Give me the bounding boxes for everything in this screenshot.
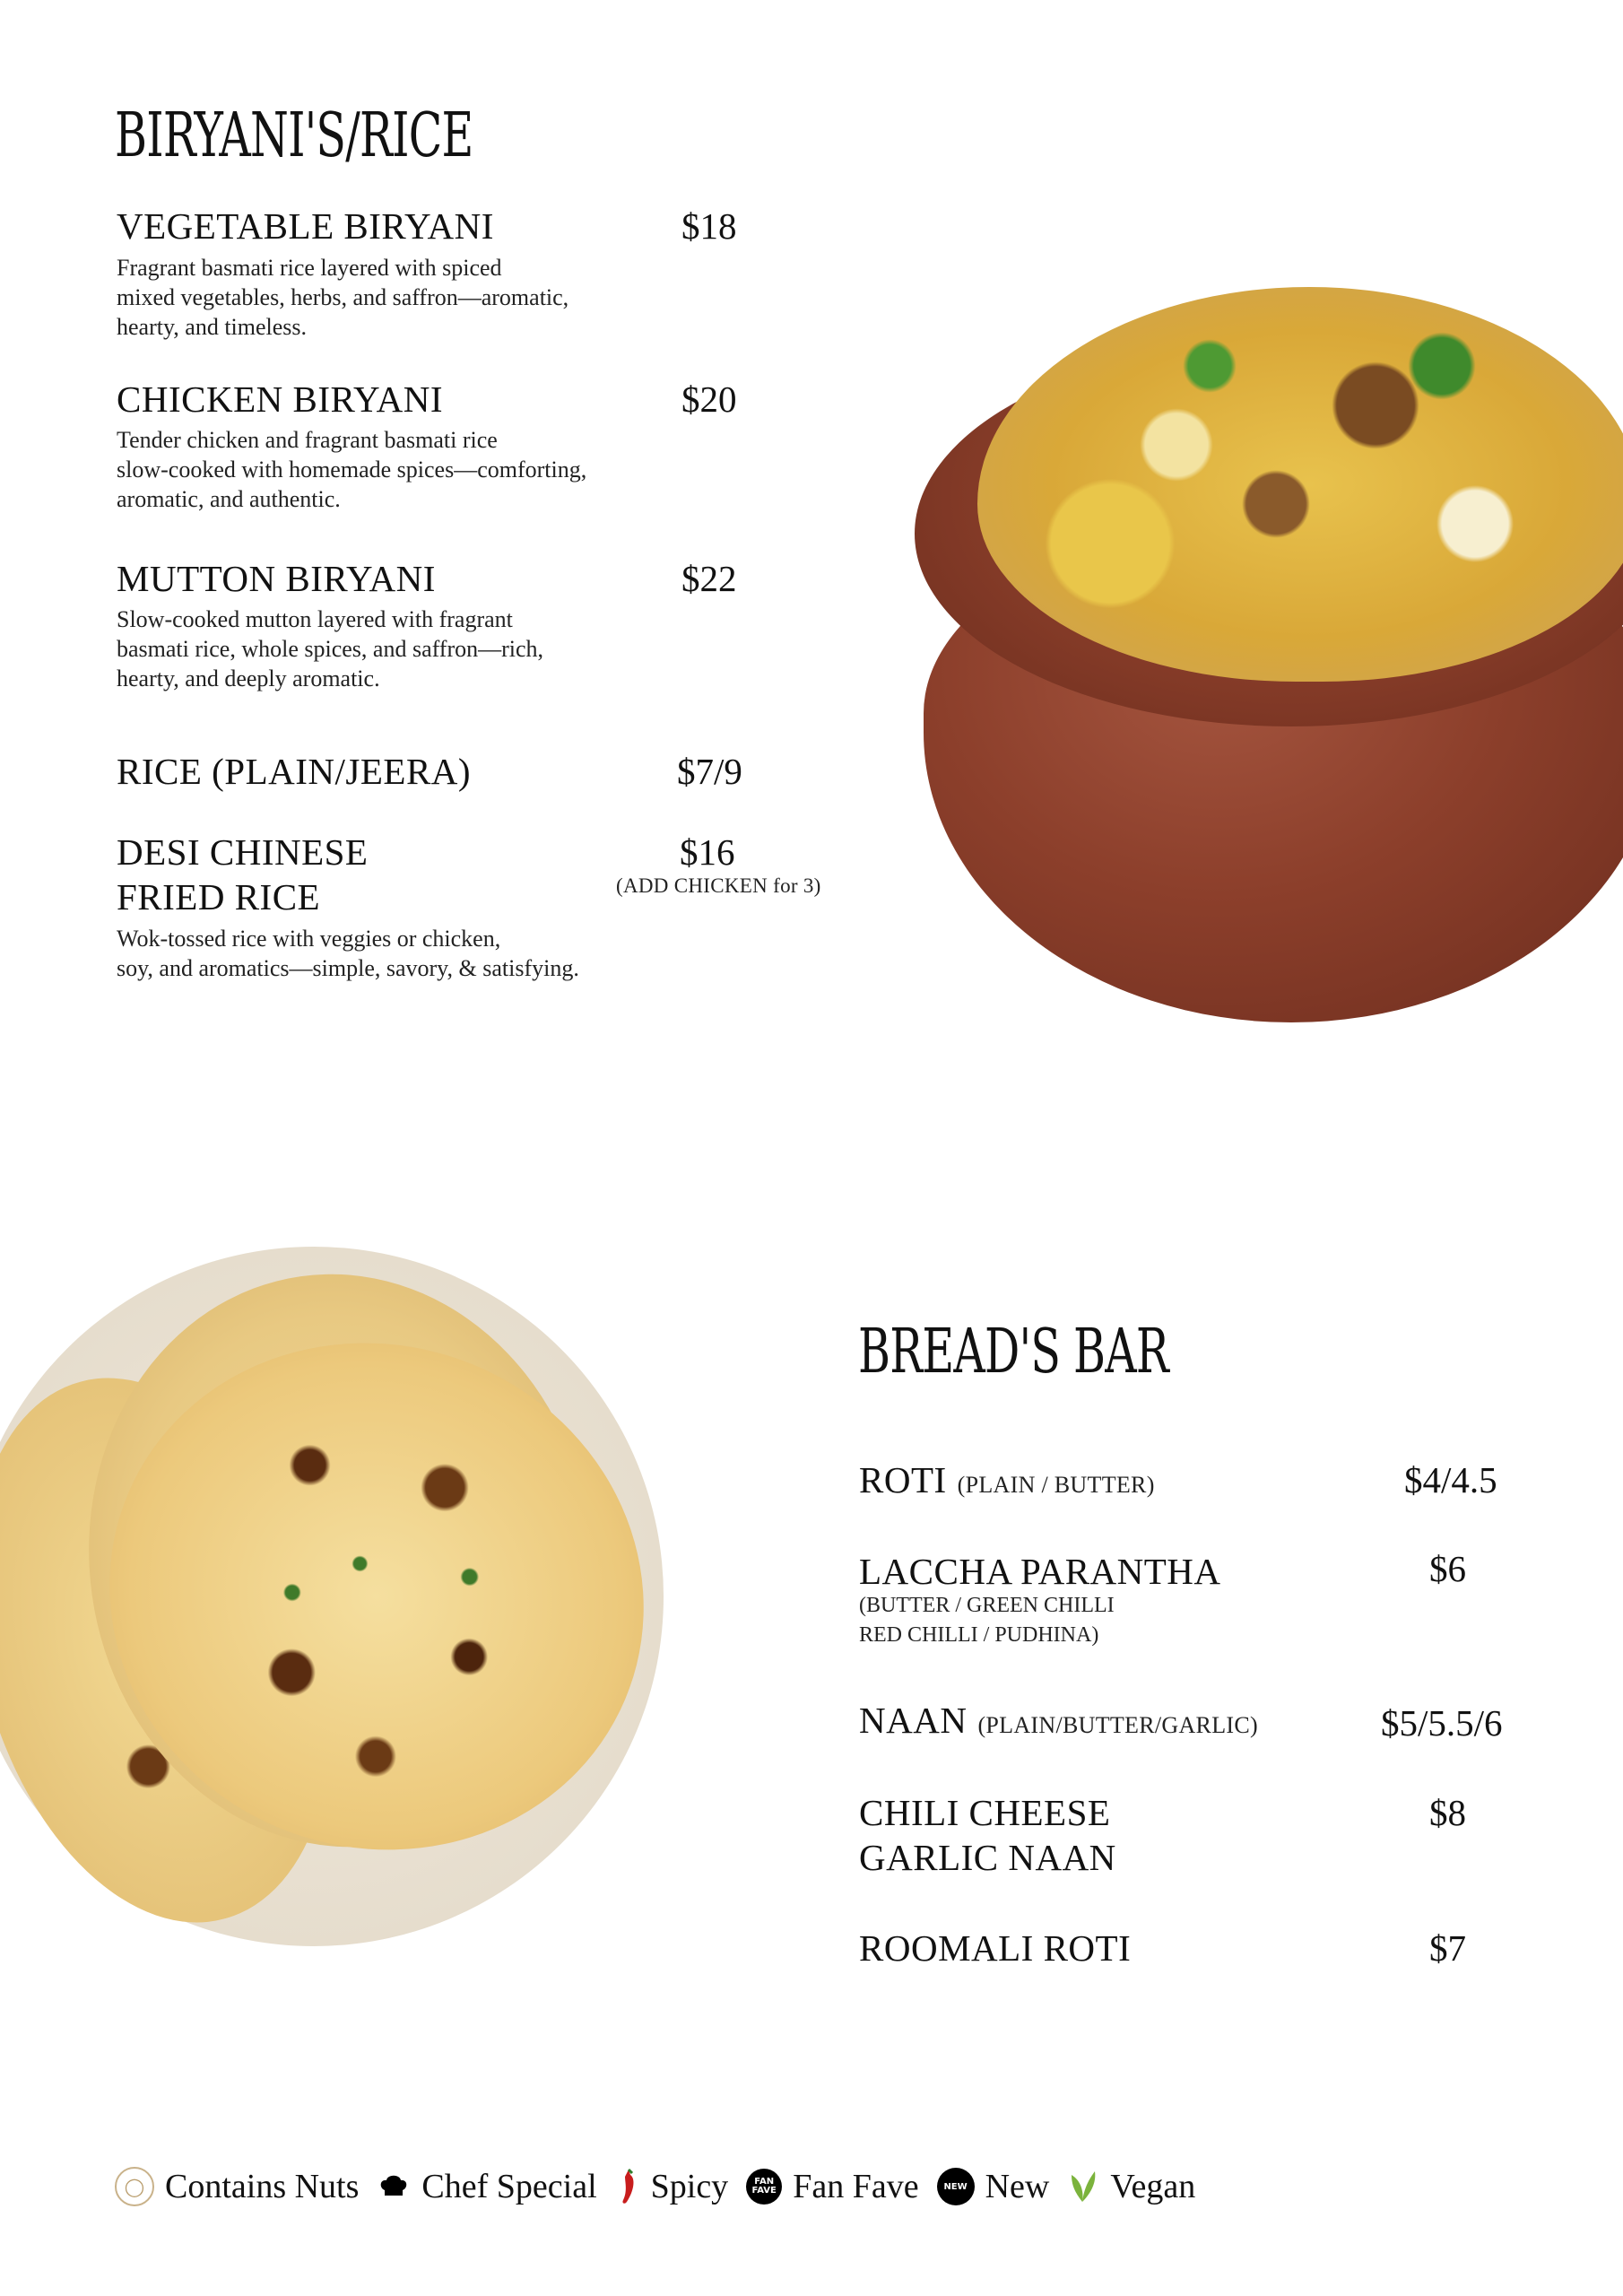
fan-fave-badge-icon <box>746 2169 782 2205</box>
description-line: hearty, and deeply aromatic. <box>117 665 380 691</box>
legend-chef-special-label: Chef Special <box>421 2168 597 2205</box>
legend-new-label: New <box>985 2168 1050 2205</box>
chili-cheese-garlic-naan-price: $8 <box>1429 1792 1466 1833</box>
nuts-icon: ◯ <box>115 2167 154 2206</box>
laccha-parantha-options <box>859 1591 1115 1650</box>
legend-fan-fave-label: Fan Fave <box>793 2168 919 2205</box>
mutton-biryani-name: MUTTON BIRYANI <box>117 558 436 599</box>
description-line: mixed vegetables, herbs, and saffron—aromatic, <box>117 284 569 310</box>
roti-price: $4/4.5 <box>1404 1459 1497 1500</box>
chicken-biryani-price: $20 <box>681 378 737 420</box>
chili-pepper-icon <box>615 2168 640 2205</box>
desi-chinese-fried-rice-price: $16 <box>680 831 735 873</box>
biryani-rice-heap <box>977 287 1623 682</box>
options-line: (BUTTER / GREEN CHILLI <box>859 1594 1115 1617</box>
biryani-pot-image <box>897 224 1623 1049</box>
chicken-biryani-description <box>117 425 690 514</box>
breads-section-title: BREAD'S BAR <box>858 1317 1169 1387</box>
description-line: Wok-tossed rice with veggies or chicken, <box>117 926 501 952</box>
naan-price: $5/5.5/6 <box>1381 1702 1503 1744</box>
legend-spicy-label: Spicy <box>650 2168 729 2205</box>
description-line: slow-cooked with homemade spices—comforting, <box>117 457 587 483</box>
item-name-line: FRIED RICE <box>117 876 321 918</box>
fan-fave-badge-line: FAVE <box>751 2186 777 2196</box>
legend-contains-nuts-label: Contains Nuts <box>165 2168 360 2205</box>
roomali-roti-name: ROOMALI ROTI <box>859 1927 1132 1969</box>
item-name-line: GARLIC NAAN <box>859 1837 1116 1878</box>
add-chicken-note: (ADD CHICKEN for 3) <box>616 874 821 897</box>
description-line: basmati rice, whole spices, and saffron—rich, <box>117 636 544 662</box>
chef-hat-icon <box>377 2170 411 2204</box>
fan-fave-badge-line: FAN <box>754 2177 775 2187</box>
roti-name: ROTI <box>859 1459 947 1500</box>
rice-plain-jeera-name: RICE (PLAIN/JEERA) <box>117 751 472 792</box>
description-line: Slow-cooked mutton layered with fragrant <box>117 606 513 632</box>
biryani-section-title: BIRYANI'S/RICE <box>115 100 473 171</box>
description-line: Tender chicken and fragrant basmati rice <box>117 427 498 453</box>
vegetable-biryani-price: $18 <box>681 205 737 247</box>
mutton-biryani-description <box>117 604 690 693</box>
naan-options: (PLAIN/BUTTER/GARLIC) <box>977 1712 1258 1738</box>
menu-legend <box>115 2167 1213 2206</box>
description-line: hearty, and timeless. <box>117 314 308 340</box>
desi-chinese-fried-rice-description <box>117 924 744 983</box>
naan-item <box>859 1698 1258 1743</box>
chicken-biryani-name: CHICKEN BIRYANI <box>117 378 443 420</box>
laccha-parantha-name: LACCHA PARANTHA <box>859 1551 1221 1592</box>
legend-vegan-label: Vegan <box>1110 2168 1196 2205</box>
new-badge-icon: NEW <box>937 2168 975 2205</box>
options-line: RED CHILLI / PUDHINA) <box>859 1623 1099 1647</box>
item-name-line: CHILI CHEESE <box>859 1792 1111 1833</box>
leaf-icon <box>1067 2169 1099 2205</box>
roti-options: (PLAIN / BUTTER) <box>957 1472 1155 1498</box>
item-name-line: DESI CHINESE <box>117 831 369 873</box>
roomali-roti-price: $7 <box>1429 1927 1466 1969</box>
vegetable-biryani-name: VEGETABLE BIRYANI <box>117 205 494 247</box>
vegetable-biryani-description <box>117 253 690 342</box>
laccha-parantha-price: $6 <box>1429 1548 1466 1589</box>
desi-chinese-fried-rice-name <box>117 830 368 919</box>
description-line: aromatic, and authentic. <box>117 486 341 512</box>
mutton-biryani-price: $22 <box>681 558 737 599</box>
roti-item <box>859 1457 1155 1502</box>
description-line: Fragrant basmati rice layered with spiced <box>117 255 502 281</box>
naan-name: NAAN <box>859 1700 968 1741</box>
chili-cheese-garlic-naan-name <box>859 1790 1116 1880</box>
rice-plain-jeera-price: $7/9 <box>677 751 742 792</box>
description-line: soy, and aromatics—simple, savory, & satisfying. <box>117 955 579 981</box>
